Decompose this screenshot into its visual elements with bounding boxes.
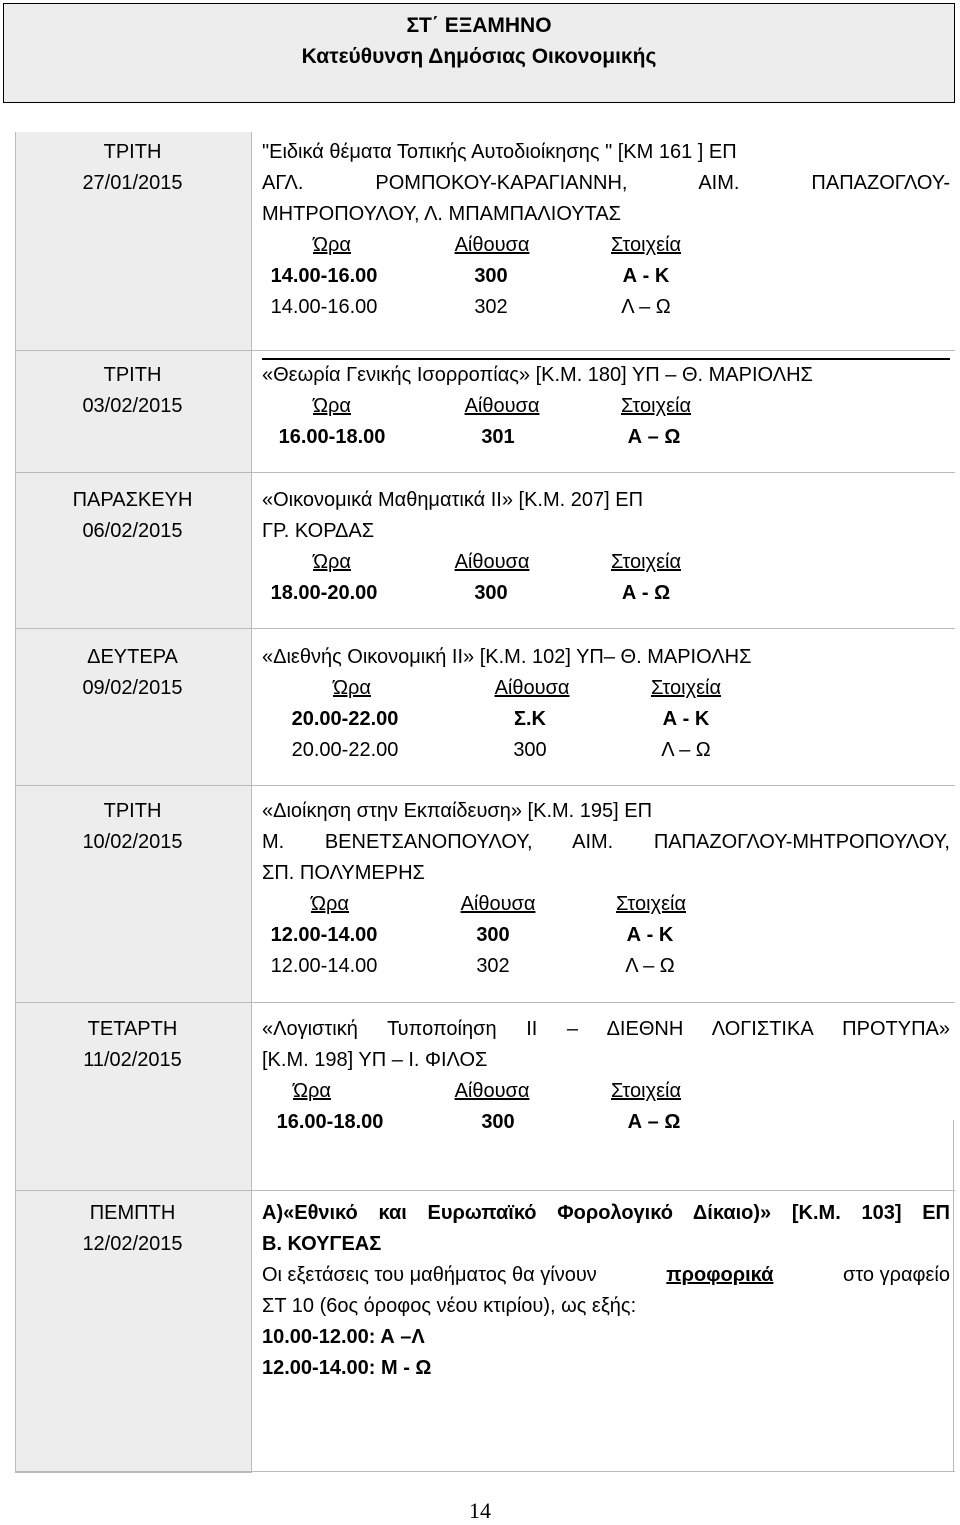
schedule-row [262, 292, 950, 323]
time-value: 16.00-18.00 [278, 426, 386, 448]
schedule-row [262, 735, 950, 766]
exam-title: ΓΡ. ΚΟΡΔΑΣ [262, 520, 375, 542]
time-value: 14.00-16.00 [270, 265, 378, 287]
row-divider [15, 628, 955, 629]
exam-date-7 [15, 1198, 250, 1260]
exam-day: ΠΑΡΑΣΚΕΥΗ [72, 489, 193, 511]
exam-title: «Οικονομικά Μαθηματικά ΙΙ» [Κ.Μ. 207] ΕΠ [262, 489, 644, 511]
time-value: 12.00-14.00 [270, 955, 378, 977]
row-divider [15, 1002, 955, 1003]
exam-entry-2 [262, 358, 950, 453]
room-header: Αίθουσα [460, 893, 536, 915]
exam-title: Β. ΚΟΥΓΕΑΣ [262, 1233, 382, 1255]
schedule-row [262, 578, 950, 609]
room-value: 301 [481, 426, 515, 448]
letters-value: Α - Ω [621, 582, 671, 604]
room-value: 300 [474, 582, 508, 604]
schedule-header [262, 547, 950, 578]
exam-title: ΣΠ. ΠΟΛΥΜΕΡΗΣ [262, 862, 425, 884]
time-header: Ώρα [311, 893, 349, 915]
exam-day: ΠΕΜΠΤΗ [89, 1202, 176, 1224]
exam-entry-7 [262, 1198, 950, 1384]
room-value: 300 [476, 924, 510, 946]
exam-date: 06/02/2015 [82, 520, 183, 542]
room-value: 300 [474, 265, 508, 287]
exam-day: ΔΕΥΤΕΡΑ [87, 646, 178, 668]
exam-title: ΑΓΛ. ΡΟΜΠΟΚΟΥ-ΚΑΡΑΓΙΑΝΝΗ, ΑΙΜ. ΠΑΠΑΖΟΓΛΟΥ- [262, 172, 950, 194]
exam-date-3 [15, 485, 250, 547]
letters-value: Α – Ω [627, 1111, 681, 1133]
room-value: 300 [513, 739, 547, 761]
schedule-header [262, 673, 950, 704]
exam-date-5 [15, 796, 250, 858]
schedule-row [262, 951, 950, 982]
letters-value: Α - Κ [626, 924, 674, 946]
exam-title: "Ειδικά θέματα Τοπικής Αυτοδιοίκησης " [ΚΜ 161 ] ΕΠ [262, 141, 737, 163]
time-value: 20.00-22.00 [291, 739, 399, 761]
time-header: Ώρα [313, 551, 351, 573]
exam-entry-3 [262, 485, 950, 609]
note-text: Οι εξετάσεις του μαθήματος θα γίνουν [262, 1264, 597, 1286]
exam-title: «Διοίκηση στην Εκπαίδευση» [Κ.Μ. 195] ΕΠ [262, 800, 653, 822]
time-value: 20.00-22.00 [291, 708, 399, 730]
oral-schedule-row: 12.00-14.00: Μ - Ω [262, 1357, 432, 1379]
exam-date-6 [15, 1014, 250, 1076]
letters-header: Στοιχεία [615, 893, 687, 915]
room-value: 302 [476, 955, 510, 977]
schedule-header [262, 230, 950, 261]
exam-title: Α)«Εθνικό και Ευρωπαϊκό Φορολογικό Δίκαιο)» [Κ.Μ. 103] ΕΠ [262, 1202, 950, 1224]
letters-header: Στοιχεία [610, 551, 682, 573]
exam-date: 11/02/2015 [83, 1049, 182, 1071]
time-value: 16.00-18.00 [276, 1111, 384, 1133]
exam-entry-5 [262, 796, 950, 982]
exam-title: «Διεθνής Οικονομική ΙΙ» [Κ.Μ. 102] ΥΠ– Θ. ΜΑΡΙΟΛΗΣ [262, 646, 752, 668]
exam-date: 03/02/2015 [82, 395, 183, 417]
letters-value: Α - Κ [622, 265, 670, 287]
letters-value: Λ – Ω [621, 296, 671, 318]
exam-date-2 [15, 360, 250, 422]
exam-note: ΣΤ 10 (6ος όροφος νέου κτιρίου), ως εξής: [262, 1295, 637, 1317]
room-header: Αίθουσα [454, 551, 530, 573]
letters-value: Λ – Ω [661, 739, 711, 761]
time-header: Ώρα [333, 677, 371, 699]
schedule-header [262, 1076, 950, 1107]
exam-day: ΤΡΙΤΗ [103, 141, 162, 163]
schedule-row [262, 422, 950, 453]
room-value: 302 [474, 296, 508, 318]
letters-header: Στοιχεία [650, 677, 722, 699]
exam-date-4 [15, 642, 250, 704]
time-header: Ώρα [293, 1080, 331, 1102]
exam-day: ΤΕΤΑΡΤΗ [87, 1018, 178, 1040]
page-number: 14 [469, 1498, 491, 1523]
note-text: στο γραφείο [842, 1264, 950, 1286]
time-header: Ώρα [313, 395, 351, 417]
row-divider [15, 785, 955, 786]
semester-header [3, 3, 955, 103]
time-value: 12.00-14.00 [270, 924, 378, 946]
row-divider [15, 472, 955, 473]
schedule-row [262, 704, 950, 735]
row-divider [15, 1190, 955, 1191]
time-header: Ώρα [313, 234, 351, 256]
letters-header: Στοιχεία [620, 395, 692, 417]
note-emphasis: προφορικά [666, 1264, 774, 1286]
time-value: 18.00-20.00 [270, 582, 378, 604]
schedule-row [262, 1107, 950, 1138]
table-border [953, 1120, 954, 1472]
exam-entry-4 [262, 642, 950, 766]
semester-title: ΣΤ΄ ΕΞΑΜΗΝΟ [406, 14, 552, 37]
exam-date: 12/02/2015 [82, 1233, 183, 1255]
exam-date: 10/02/2015 [82, 831, 183, 853]
exam-entry-1 [262, 137, 950, 323]
schedule-header [262, 889, 950, 920]
oral-schedule-row: 10.00-12.00: Α –Λ [262, 1326, 425, 1348]
time-value: 14.00-16.00 [270, 296, 378, 318]
exam-title: «Θεωρία Γενικής Ισορροπίας» [Κ.Μ. 180] ΥΠ – Θ. ΜΑΡΙΟΛΗΣ [262, 364, 813, 386]
direction-title: Κατεύθυνση Δημόσιας Οικονομικής [301, 45, 657, 68]
exam-entry-6 [262, 1014, 950, 1138]
exam-title: ΜΗΤΡΟΠΟΥΛΟΥ, Λ. ΜΠΑΜΠΑΛΙΟΥΤΑΣ [262, 203, 622, 225]
exam-title: Μ. ΒΕΝΕΤΣΑΝΟΠΟΥΛΟΥ, ΑΙΜ. ΠΑΠΑΖΟΓΛΟΥ-ΜΗΤΡΟΠΟΥΛΟΥ, [262, 831, 950, 853]
room-header: Αίθουσα [494, 677, 570, 699]
table-border [15, 1471, 955, 1472]
letters-value: Α - Κ [662, 708, 710, 730]
row-divider [15, 350, 955, 351]
exam-note [262, 1260, 950, 1291]
schedule-row [262, 261, 950, 292]
letters-header: Στοιχεία [610, 1080, 682, 1102]
exam-date: 09/02/2015 [82, 677, 183, 699]
exam-date: 27/01/2015 [82, 172, 183, 194]
schedule-row [262, 920, 950, 951]
letters-value: Λ – Ω [625, 955, 675, 977]
exam-day: ΤΡΙΤΗ [103, 364, 162, 386]
exam-title: «Λογιστική Τυποποίηση ΙΙ – ΔΙΕΘΝΗ ΛΟΓΙΣΤΙΚΑ ΠΡΟΤΥΠΑ» [262, 1018, 950, 1040]
exam-day: ΤΡΙΤΗ [103, 800, 162, 822]
room-value: 300 [481, 1111, 515, 1133]
room-header: Αίθουσα [454, 234, 530, 256]
letters-value: Α – Ω [627, 426, 681, 448]
exam-title: [Κ.Μ. 198] ΥΠ – Ι. ΦΙΛΟΣ [262, 1049, 488, 1071]
room-header: Αίθουσα [464, 395, 540, 417]
exam-date-1 [15, 137, 250, 199]
schedule-header [262, 391, 950, 422]
room-header: Αίθουσα [454, 1080, 530, 1102]
letters-header: Στοιχεία [610, 234, 682, 256]
room-value: Σ.Κ [513, 708, 547, 730]
